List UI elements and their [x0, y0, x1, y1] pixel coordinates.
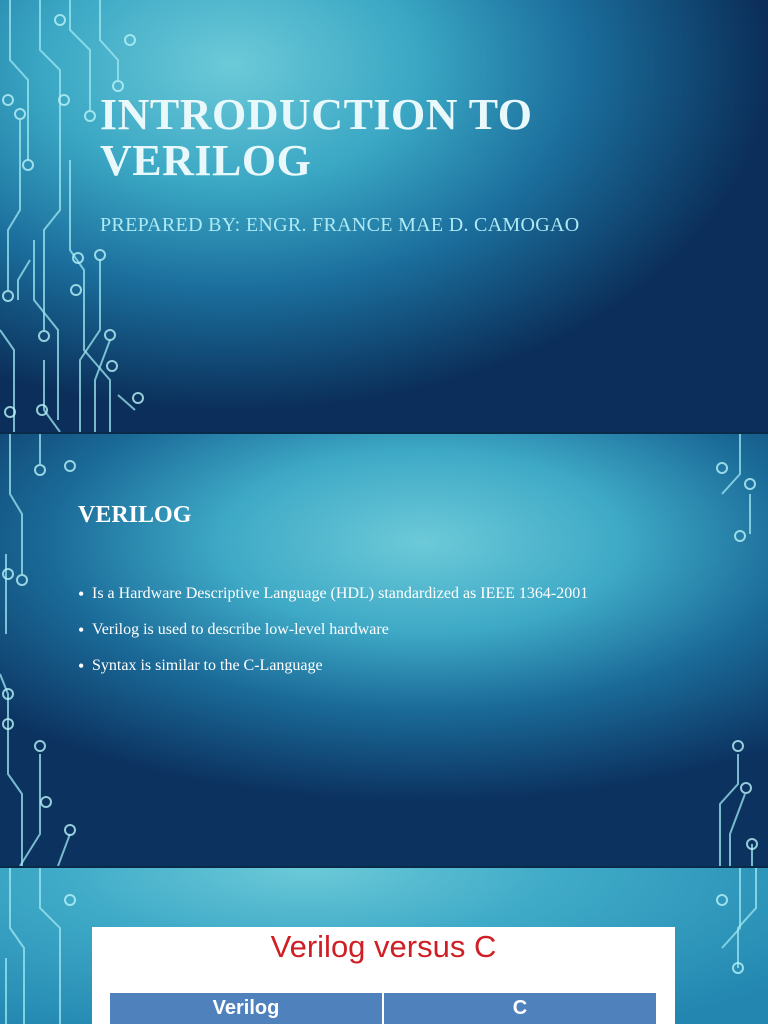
comparison-slide: [0, 868, 768, 1024]
bullet-list: [78, 584, 738, 692]
column-header-verilog: Verilog: [110, 993, 382, 1024]
title-slide: [0, 0, 768, 432]
bullet-item: • Is a Hardware Descriptive Language (HDL) standardized as IEEE 1364-2001: [78, 584, 738, 620]
presenter-subtitle: PREPARED BY: ENGR. FRANCE MAE D. CAMOGAO: [100, 214, 580, 236]
slide-heading: VERILOG: [78, 502, 192, 528]
column-header-c: C: [382, 993, 656, 1024]
bullet-item: • Verilog is used to describe low-level hardware: [78, 620, 738, 656]
comparison-table-header: [110, 993, 656, 1024]
presentation-title: INTRODUCTION TO VERILOG: [100, 90, 533, 186]
comparison-image: [92, 927, 675, 1024]
bullet-item: • Syntax is similar to the C-Language: [78, 656, 738, 692]
comparison-title: Verilog versus C: [270, 929, 497, 964]
verilog-slide: [0, 434, 768, 866]
